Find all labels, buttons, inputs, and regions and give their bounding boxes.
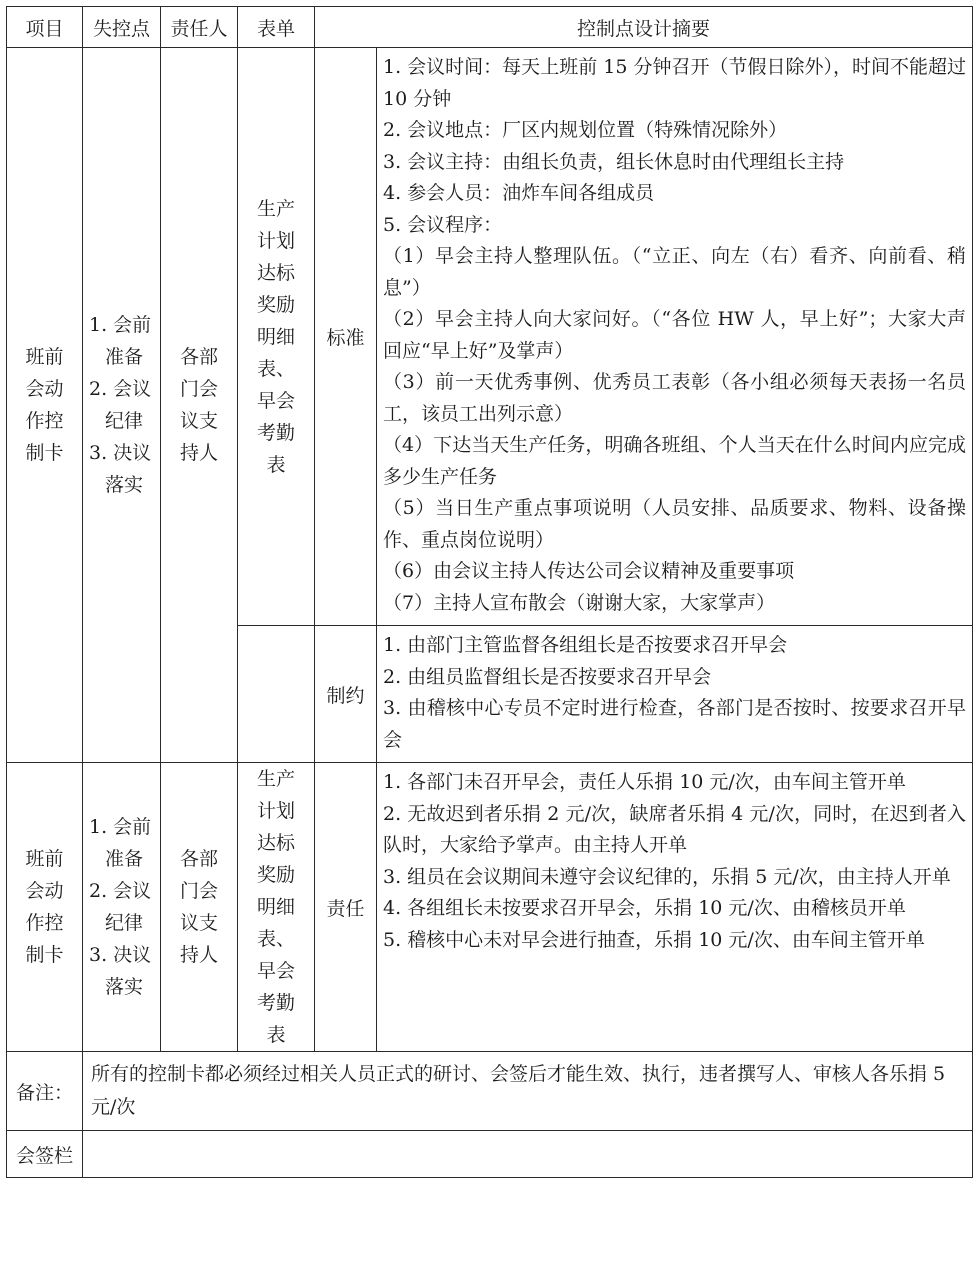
standard-line: （6）由会议主持人传达公司会议精神及重要事项 <box>383 560 795 582</box>
responsible-line: 议支 <box>179 410 218 432</box>
duty-line: 1. 各部门未召开早会，责任人乐捐 10 元/次，由车间主管开单 <box>383 771 906 793</box>
duty-line: 4. 各组组长未按要求召开早会，乐捐 10 元/次、由稽核员开单 <box>383 897 906 919</box>
block2-duty-row <box>7 763 973 1052</box>
responsible-line: 议支 <box>179 912 218 934</box>
signoff-field[interactable] <box>83 1131 973 1178</box>
standard-line: （4）下达当天生产任务，明确各班组、个人当天在什么时间内应完成多少生产任务 <box>383 434 967 488</box>
standard-line: 4. 参会人员：油炸车间各组成员 <box>383 182 655 204</box>
note-label: 备注： <box>7 1052 83 1131</box>
block1-project-line: 作控 <box>25 410 64 432</box>
form-line: 奖励 <box>256 864 295 886</box>
block1-project-cell <box>7 48 83 763</box>
block1-failure-points-cell <box>83 48 161 763</box>
form-line: 明细 <box>256 325 295 348</box>
standard-label: 标准 <box>315 48 377 626</box>
standard-line: （1）早会主持人整理队伍。（“立正、向左（右）看齐、向前看、稍息”） <box>383 245 967 299</box>
header-summary: 控制点设计摘要 <box>315 7 973 48</box>
duty-content <box>377 763 973 1052</box>
header-responsible: 责任人 <box>161 7 238 48</box>
failure-point-line: 3. 决议 <box>89 944 152 966</box>
duty-line: 3. 组员在会议期间未遵守会议纪律的，乐捐 5 元/次，由主持人开单 <box>383 865 951 888</box>
failure-point-line: 2. 会议 <box>89 378 152 400</box>
form-line: 表 <box>266 1024 286 1046</box>
form-line: 达标 <box>256 832 295 854</box>
block2-project-line: 作控 <box>25 912 64 934</box>
block2-project-line: 会动 <box>25 880 64 902</box>
failure-point-line: 2. 会议 <box>89 880 152 902</box>
standard-content <box>377 48 973 626</box>
duty-line: 5. 稽核中心未对早会进行抽查，乐捐 10 元/次、由车间主管开单 <box>383 928 925 951</box>
failure-point-line: 3. 决议 <box>89 442 152 464</box>
note-row <box>7 1052 973 1131</box>
form-line: 明细 <box>256 896 295 918</box>
form-line: 表 <box>266 453 286 476</box>
block1-project-line: 制卡 <box>25 442 64 464</box>
standard-line: 1. 会议时间：每天上班前 15 分钟召开（节假日除外），时间不能超过 10 分钟 <box>383 56 967 110</box>
constraint-content <box>377 626 973 763</box>
form-line: 计划 <box>256 800 295 822</box>
header-row <box>7 7 973 48</box>
responsible-line: 门会 <box>179 378 218 400</box>
block1-project-line: 班前 <box>25 346 64 368</box>
failure-point-line: 准备 <box>105 848 144 870</box>
form-line: 早会 <box>256 389 295 412</box>
block2-form-cell <box>238 763 315 1052</box>
form-line: 表、 <box>256 357 295 380</box>
block1-form-cell-empty <box>238 626 315 763</box>
failure-point-line: 落实 <box>105 976 144 998</box>
standard-line: （3）前一天优秀事例、优秀员工表彰（各小组必须每天表扬一名员工，该员工出列示意） <box>383 371 967 425</box>
constraint-label: 制约 <box>315 626 377 763</box>
duty-label: 责任 <box>315 763 377 1052</box>
standard-line: 5. 会议程序： <box>383 213 503 236</box>
block2-failure-points-cell <box>83 763 161 1052</box>
responsible-line: 持人 <box>179 442 218 464</box>
constraint-line: 1. 由部门主管监督各组组长是否按要求召开早会 <box>383 634 788 656</box>
responsible-line: 持人 <box>179 944 218 966</box>
form-line: 考勤 <box>256 421 295 444</box>
block2-project-line: 制卡 <box>25 944 64 966</box>
block2-project-line: 班前 <box>25 848 64 870</box>
form-line: 生产 <box>256 768 295 790</box>
failure-point-line: 1. 会前 <box>89 314 152 336</box>
failure-point-line: 纪律 <box>105 410 144 432</box>
failure-point-line: 1. 会前 <box>89 816 152 838</box>
form-line: 表、 <box>256 928 295 950</box>
block2-responsible-cell <box>161 763 238 1052</box>
failure-point-line: 纪律 <box>105 912 144 934</box>
block1-standard-row <box>7 48 973 626</box>
form-line: 生产 <box>256 197 295 220</box>
form-line: 考勤 <box>256 992 295 1014</box>
constraint-line: 3. 由稽核中心专员不定时进行检查，各部门是否按时、按要求召开早会 <box>383 697 967 751</box>
control-card-table <box>6 6 973 1178</box>
standard-line: （7）主持人宣布散会（谢谢大家，大家掌声） <box>383 591 776 614</box>
form-line: 达标 <box>256 261 295 284</box>
signoff-label: 会签栏 <box>7 1131 83 1178</box>
header-form: 表单 <box>238 7 315 48</box>
failure-point-line: 落实 <box>105 474 144 496</box>
form-line: 早会 <box>256 960 295 982</box>
block2-project-cell <box>7 763 83 1052</box>
responsible-line: 各部 <box>179 346 218 368</box>
block1-project-line: 会动 <box>25 378 64 400</box>
responsible-line: 门会 <box>179 880 218 902</box>
standard-line: 3. 会议主持：由组长负责，组长休息时由代理组长主持 <box>383 150 845 173</box>
block1-form-cell <box>238 48 315 626</box>
block1-responsible-cell <box>161 48 238 763</box>
standard-line: 2. 会议地点：厂区内规划位置（特殊情况除外） <box>383 119 788 141</box>
duty-line: 2. 无故迟到者乐捐 2 元/次，缺席者乐捐 4 元/次，同时，在迟到者入队时，大家给予掌声。由主持人开单 <box>383 802 967 856</box>
signoff-row <box>7 1131 973 1178</box>
constraint-line: 2. 由组员监督组长是否按要求召开早会 <box>383 665 712 688</box>
responsible-line: 各部 <box>179 848 218 870</box>
note-text: 所有的控制卡都必须经过相关人员正式的研讨、会签后才能生效、执行，违者撰写人、审核人各乐捐 5 元/次 <box>83 1052 973 1131</box>
standard-line: （2）早会主持人向大家问好。（“各位 HW 人，早上好”；大家大声回应“早上好”及掌声） <box>383 308 967 362</box>
form-line: 计划 <box>256 229 295 252</box>
header-failure-point: 失控点 <box>83 7 161 48</box>
standard-line: （5）当日生产重点事项说明（人员安排、品质要求、物料、设备操作、重点岗位说明） <box>383 497 967 551</box>
header-project: 项目 <box>7 7 83 48</box>
form-line: 奖励 <box>256 293 295 316</box>
failure-point-line: 准备 <box>105 346 144 368</box>
